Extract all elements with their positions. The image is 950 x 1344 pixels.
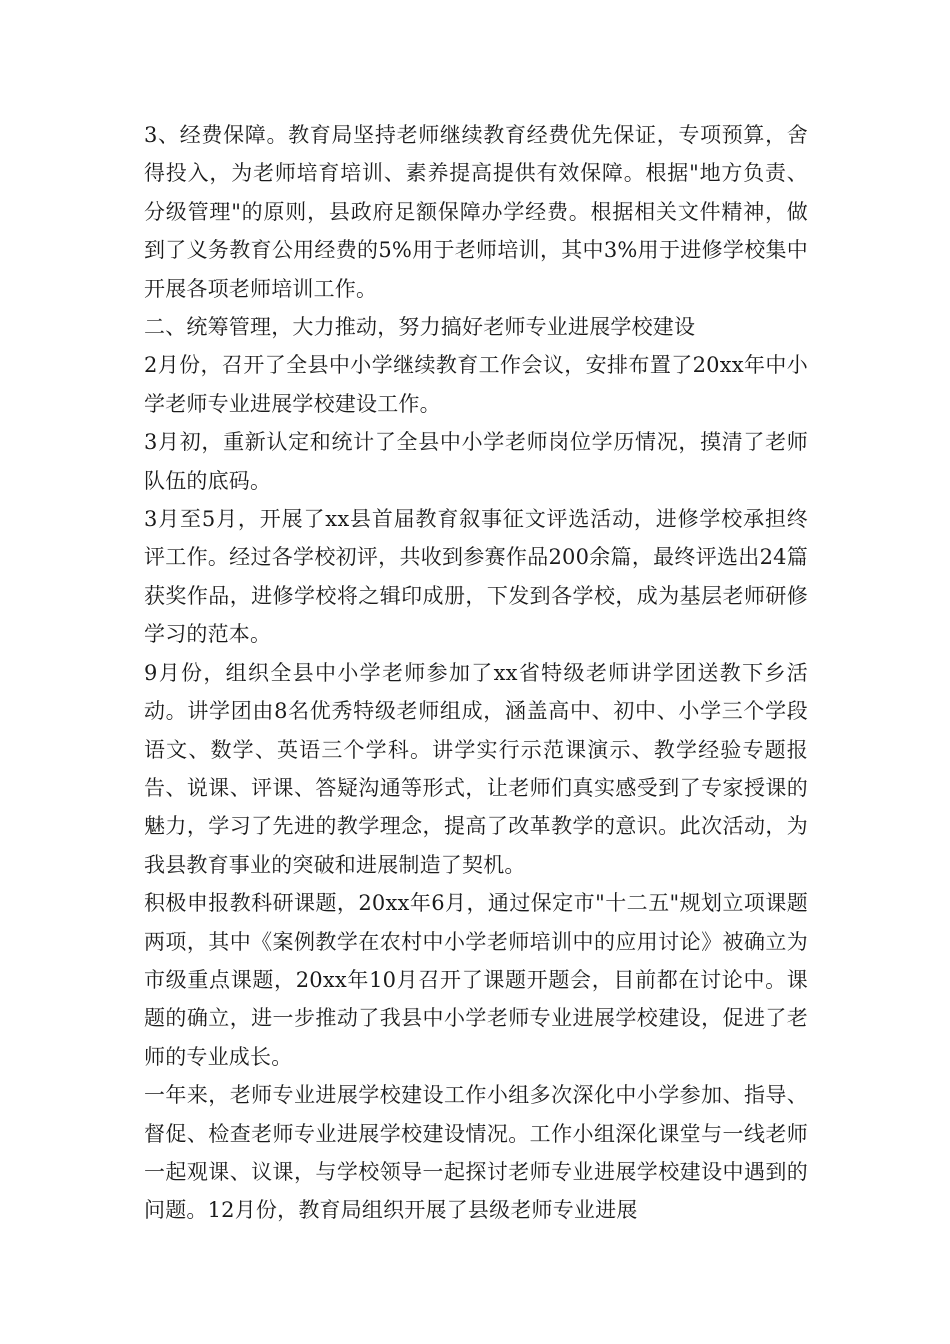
paragraph-year-review: 一年来，老师专业进展学校建设工作小组多次深化中小学参加、指导、督促、检查老师专业进展学校建设情况。工作小组深化课堂与一线老师一起观课、议课，与学校领导一起探讨老师专业进展学校建设中遇到的问题。12月份，教育局组织开展了县级老师专业进展 (144, 1083, 808, 1223)
paragraph-research-projects: 积极申报教科研课题，20xx年6月，通过保定市"十二五"规划立项课题两项，其中《案例教学在农村中小学老师培训中的应用讨论》被确立为市级重点课题，20xx年10月召开了课题开题会，目前都在讨论中。课题的确立，进一步推动了我县中小学老师专业进展学校建设，促进了老师的专业成长。 (144, 891, 808, 1069)
section-heading-two: 二、统筹管理，大力推动，努力搞好老师专业进展学校建设 (144, 315, 696, 340)
document-body (144, 116, 808, 1230)
paragraph-funding-guarantee: 3、经费保障。教育局坚持老师继续教育经费优先保证，专项预算，舍得投入，为老师培育培训、素养提高提供有效保障。根据"地方负责、分级管理"的原则，县政府足额保障办学经费。根据相关文件精神，做到了义务教育公用经费的5%用于老师培训，其中3%用于进修学校集中开展各项老师培训工作。 (144, 123, 808, 301)
paragraph-september: 9月份，组织全县中小学老师参加了xx省特级老师讲学团送教下乡活动。讲学团由8名优秀特级老师组成，涵盖高中、初中、小学三个学段语文、数学、英语三个学科。讲学实行示范课演示、教学经验专题报告、说课、评课、答疑沟通等形式，让老师们真实感受到了专家授课的魅力，学习了先进的教学理念，提高了改革教学的意识。此次活动，为我县教育事业的突破和进展制造了契机。 (144, 660, 808, 877)
paragraph-early-march: 3月初，重新认定和统计了全县中小学老师岗位学历情况，摸清了老师队伍的底码。 (144, 430, 808, 493)
paragraph-march-to-may: 3月至5月，开展了xx县首届教育叙事征文评选活动，进修学校承担终评工作。经过各学校初评，共收到参赛作品200余篇，最终评选出24篇获奖作品，进修学校将之辑印成册，下发到各学校，成为基层老师研修学习的范本。 (144, 507, 808, 647)
paragraph-february: 2月份，召开了全县中小学继续教育工作会议，安排布置了20xx年中小学老师专业进展学校建设工作。 (144, 353, 808, 416)
